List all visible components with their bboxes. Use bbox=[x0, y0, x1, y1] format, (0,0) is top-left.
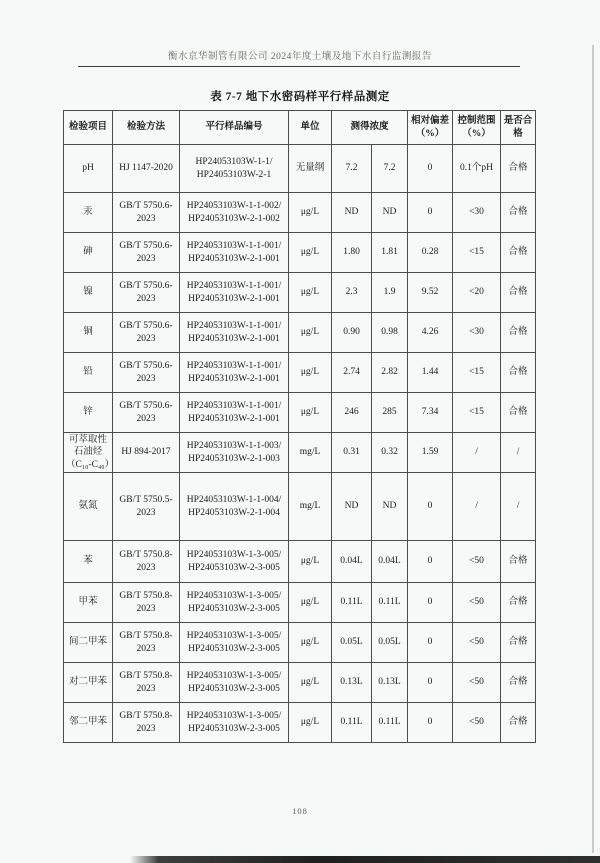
sample-id-1: HP24053103W-1-1-001/ bbox=[186, 241, 282, 252]
sample-id-2: HP24053103W-2-3-005 bbox=[188, 683, 280, 694]
analysis-method: GB/T 5750.6-2023 bbox=[113, 273, 180, 313]
parallel-sample-ids bbox=[180, 193, 289, 233]
relative-deviation: 0 bbox=[408, 663, 453, 703]
sample-id-2: HP24053103W-2-1-003 bbox=[188, 453, 280, 464]
sample-id-2: HP24053103W-2-1 bbox=[196, 169, 272, 180]
qualified-status: / bbox=[501, 433, 536, 473]
analysis-method: GB/T 5750.6-2023 bbox=[113, 313, 180, 353]
analysis-method: HJ 894-2017 bbox=[113, 433, 180, 473]
analyte-name: 邻二甲苯 bbox=[64, 703, 113, 743]
unit: μg/L bbox=[289, 273, 332, 313]
scan-artifact-right bbox=[592, 45, 594, 853]
qualified-status: 合格 bbox=[501, 145, 536, 193]
control-range: <15 bbox=[453, 393, 501, 433]
relative-deviation: 9.52 bbox=[408, 273, 453, 313]
control-range: <50 bbox=[453, 663, 501, 703]
parallel-sample-ids bbox=[180, 433, 289, 473]
analysis-method: GB/T 5750.6-2023 bbox=[113, 393, 180, 433]
analysis-method: GB/T 5750.8-2023 bbox=[113, 663, 180, 703]
analyte-name: 锌 bbox=[64, 393, 113, 433]
qualified-status: 合格 bbox=[501, 313, 536, 353]
parallel-sample-ids bbox=[180, 541, 289, 583]
relative-deviation: 0 bbox=[408, 583, 453, 623]
unit: μg/L bbox=[289, 353, 332, 393]
analysis-method: GB/T 5750.6-2023 bbox=[113, 193, 180, 233]
analysis-method: HJ 1147-2020 bbox=[113, 145, 180, 193]
qualified-status: 合格 bbox=[501, 583, 536, 623]
qualified-status: 合格 bbox=[501, 393, 536, 433]
control-range: / bbox=[453, 433, 501, 473]
control-range: <15 bbox=[453, 353, 501, 393]
parallel-sample-ids bbox=[180, 703, 289, 743]
header-unit: 单位 bbox=[289, 111, 332, 145]
unit: μg/L bbox=[289, 233, 332, 273]
relative-deviation: 1.44 bbox=[408, 353, 453, 393]
control-range: <50 bbox=[453, 703, 501, 743]
sample-id-1: HP24053103W-1-1/ bbox=[195, 157, 273, 168]
relative-deviation: 0 bbox=[408, 703, 453, 743]
measured-value-1: 0.31 bbox=[332, 433, 372, 473]
relative-deviation: 0 bbox=[408, 473, 453, 541]
analysis-method: GB/T 5750.8-2023 bbox=[113, 583, 180, 623]
sample-id-2: HP24053103W-2-3-005 bbox=[188, 723, 280, 734]
header-deviation: 相对偏差（%） bbox=[408, 111, 453, 145]
measured-value-2: 0.05L bbox=[372, 623, 408, 663]
parallel-sample-ids bbox=[180, 473, 289, 541]
analysis-method: GB/T 5750.5-2023 bbox=[113, 473, 180, 541]
table-row bbox=[64, 473, 536, 541]
control-range: / bbox=[453, 473, 501, 541]
sample-id-1: HP24053103W-1-1-003/ bbox=[186, 441, 282, 452]
sample-id-2: HP24053103W-2-1-001 bbox=[188, 373, 280, 384]
analyte-name: 苯 bbox=[64, 541, 113, 583]
measured-value-1: 0.90 bbox=[332, 313, 372, 353]
header-control-range: 控制范围（%） bbox=[453, 111, 501, 145]
sample-id-2: HP24053103W-2-1-001 bbox=[188, 333, 280, 344]
measured-value-1: ND bbox=[332, 193, 372, 233]
control-range: <30 bbox=[453, 193, 501, 233]
unit: μg/L bbox=[289, 583, 332, 623]
control-range: 0.1个pH bbox=[453, 145, 501, 193]
relative-deviation: 0 bbox=[408, 541, 453, 583]
table-row bbox=[64, 313, 536, 353]
qualified-status: 合格 bbox=[501, 273, 536, 313]
qualified-status: 合格 bbox=[501, 233, 536, 273]
measured-value-2: 0.04L bbox=[372, 541, 408, 583]
relative-deviation: 0 bbox=[408, 193, 453, 233]
parallel-sample-ids bbox=[180, 393, 289, 433]
relative-deviation: 0.28 bbox=[408, 233, 453, 273]
measured-value-2: 0.98 bbox=[372, 313, 408, 353]
control-range: <15 bbox=[453, 233, 501, 273]
measured-value-1: 0.04L bbox=[332, 541, 372, 583]
sample-id-2: HP24053103W-2-1-002 bbox=[188, 213, 280, 224]
sample-id-1: HP24053103W-1-1-004/ bbox=[186, 495, 282, 506]
sample-id-2: HP24053103W-2-1-001 bbox=[188, 253, 280, 264]
unit: mg/L bbox=[289, 473, 332, 541]
table-row bbox=[64, 433, 536, 473]
measured-value-2: 285 bbox=[372, 393, 408, 433]
parallel-sample-ids bbox=[180, 233, 289, 273]
measured-value-1: 0.11L bbox=[332, 703, 372, 743]
measured-value-2: 0.11L bbox=[372, 703, 408, 743]
relative-deviation: 7.34 bbox=[408, 393, 453, 433]
sample-id-2: HP24053103W-2-3-005 bbox=[188, 603, 280, 614]
table-row bbox=[64, 393, 536, 433]
measured-value-2: 1.9 bbox=[372, 273, 408, 313]
control-range: <20 bbox=[453, 273, 501, 313]
analysis-method: GB/T 5750.8-2023 bbox=[113, 703, 180, 743]
parallel-sample-ids bbox=[180, 623, 289, 663]
parallel-sample-ids bbox=[180, 663, 289, 703]
measured-value-2: ND bbox=[372, 473, 408, 541]
document-header bbox=[0, 48, 600, 62]
sample-id-2: HP24053103W-2-1-001 bbox=[188, 293, 280, 304]
sample-id-1: HP24053103W-1-3-005/ bbox=[186, 591, 282, 602]
measured-value-2: 1.81 bbox=[372, 233, 408, 273]
analyte-name: 甲苯 bbox=[64, 583, 113, 623]
analyte-name: 可萃取性石油烃（C₁₀-C₄₀） bbox=[64, 433, 113, 473]
measured-value-1: 0.11L bbox=[332, 583, 372, 623]
parallel-sample-ids bbox=[180, 313, 289, 353]
relative-deviation: 1.59 bbox=[408, 433, 453, 473]
analyte-name: pH bbox=[64, 145, 113, 193]
header-sample-ids: 平行样品编号 bbox=[180, 111, 289, 145]
relative-deviation: 0 bbox=[408, 623, 453, 663]
analysis-method: GB/T 5750.6-2023 bbox=[113, 353, 180, 393]
table-row bbox=[64, 233, 536, 273]
measured-value-2: 0.32 bbox=[372, 433, 408, 473]
analysis-method: GB/T 5750.8-2023 bbox=[113, 541, 180, 583]
control-range: <50 bbox=[453, 623, 501, 663]
qualified-status: 合格 bbox=[501, 663, 536, 703]
table-title: 表 7-7 地下水密码样平行样品测定 bbox=[210, 91, 390, 103]
report-title: 衡水京华制管有限公司 2024年度土壤及地下水自行监测报告 bbox=[168, 52, 432, 62]
measured-value-2: ND bbox=[372, 193, 408, 233]
table-row bbox=[64, 703, 536, 743]
measured-value-1: 246 bbox=[332, 393, 372, 433]
analyte-name: 铜 bbox=[64, 313, 113, 353]
measured-value-2: 7.2 bbox=[372, 145, 408, 193]
table-row bbox=[64, 623, 536, 663]
header-concentration: 测得浓度 bbox=[332, 111, 408, 145]
table-header-row bbox=[64, 111, 536, 145]
analyte-name: 汞 bbox=[64, 193, 113, 233]
measured-value-1: 7.2 bbox=[332, 145, 372, 193]
table-row bbox=[64, 541, 536, 583]
measured-value-1: ND bbox=[332, 473, 372, 541]
measured-value-1: 1.80 bbox=[332, 233, 372, 273]
analyte-name: 镍 bbox=[64, 273, 113, 313]
measured-value-2: 0.11L bbox=[372, 583, 408, 623]
qualified-status: 合格 bbox=[501, 541, 536, 583]
measured-value-2: 0.13L bbox=[372, 663, 408, 703]
page-number: 108 bbox=[292, 806, 308, 816]
sample-id-1: HP24053103W-1-1-001/ bbox=[186, 361, 282, 372]
analysis-method: GB/T 5750.6-2023 bbox=[113, 233, 180, 273]
qualified-status: 合格 bbox=[501, 193, 536, 233]
table-row bbox=[64, 193, 536, 233]
table-row bbox=[64, 353, 536, 393]
analysis-method: GB/T 5750.8-2023 bbox=[113, 623, 180, 663]
measured-value-1: 2.74 bbox=[332, 353, 372, 393]
measured-value-1: 2.3 bbox=[332, 273, 372, 313]
sample-id-1: HP24053103W-1-1-001/ bbox=[186, 321, 282, 332]
sample-id-1: HP24053103W-1-1-001/ bbox=[186, 401, 282, 412]
sample-id-2: HP24053103W-2-1-001 bbox=[188, 413, 280, 424]
analyte-name: 氨氮 bbox=[64, 473, 113, 541]
measured-value-2: 2.82 bbox=[372, 353, 408, 393]
qualified-status: 合格 bbox=[501, 703, 536, 743]
header-method: 检验方法 bbox=[113, 111, 180, 145]
parallel-sample-table bbox=[63, 110, 536, 743]
sample-id-1: HP24053103W-1-3-005/ bbox=[186, 631, 282, 642]
measured-value-1: 0.05L bbox=[332, 623, 372, 663]
header-item: 检验项目 bbox=[64, 111, 113, 145]
qualified-status: 合格 bbox=[501, 353, 536, 393]
unit: 无量纲 bbox=[289, 145, 332, 193]
parallel-sample-ids bbox=[180, 583, 289, 623]
sample-id-1: HP24053103W-1-3-005/ bbox=[186, 671, 282, 682]
control-range: <50 bbox=[453, 583, 501, 623]
sample-id-1: HP24053103W-1-1-001/ bbox=[186, 281, 282, 292]
unit: μg/L bbox=[289, 541, 332, 583]
parallel-sample-ids bbox=[180, 353, 289, 393]
unit: mg/L bbox=[289, 433, 332, 473]
qualified-status: 合格 bbox=[501, 623, 536, 663]
sample-id-1: HP24053103W-1-3-005/ bbox=[186, 711, 282, 722]
unit: μg/L bbox=[289, 313, 332, 353]
analyte-name: 间二甲苯 bbox=[64, 623, 113, 663]
control-range: <30 bbox=[453, 313, 501, 353]
relative-deviation: 4.26 bbox=[408, 313, 453, 353]
sample-id-1: HP24053103W-1-1-002/ bbox=[186, 201, 282, 212]
sample-id-2: HP24053103W-2-3-005 bbox=[188, 562, 280, 573]
sample-id-1: HP24053103W-1-3-005/ bbox=[186, 550, 282, 561]
sample-id-2: HP24053103W-2-1-004 bbox=[188, 507, 280, 518]
analyte-name: 砷 bbox=[64, 233, 113, 273]
table-row bbox=[64, 663, 536, 703]
unit: μg/L bbox=[289, 663, 332, 703]
unit: μg/L bbox=[289, 623, 332, 663]
analyte-name: 铅 bbox=[64, 353, 113, 393]
parallel-sample-ids bbox=[180, 145, 289, 193]
unit: μg/L bbox=[289, 193, 332, 233]
control-range: <50 bbox=[453, 541, 501, 583]
table-body bbox=[64, 145, 536, 743]
table-row bbox=[64, 145, 536, 193]
qualified-status: / bbox=[501, 473, 536, 541]
scan-artifact-bottom bbox=[130, 856, 600, 863]
header-qualified: 是否合格 bbox=[501, 111, 536, 145]
analyte-name: 对二甲苯 bbox=[64, 663, 113, 703]
unit: μg/L bbox=[289, 703, 332, 743]
sample-id-2: HP24053103W-2-3-005 bbox=[188, 643, 280, 654]
table-row bbox=[64, 273, 536, 313]
parallel-sample-ids bbox=[180, 273, 289, 313]
unit: μg/L bbox=[289, 393, 332, 433]
relative-deviation: 0 bbox=[408, 145, 453, 193]
measured-value-1: 0.13L bbox=[332, 663, 372, 703]
header-divider bbox=[78, 66, 520, 67]
table-row bbox=[64, 583, 536, 623]
